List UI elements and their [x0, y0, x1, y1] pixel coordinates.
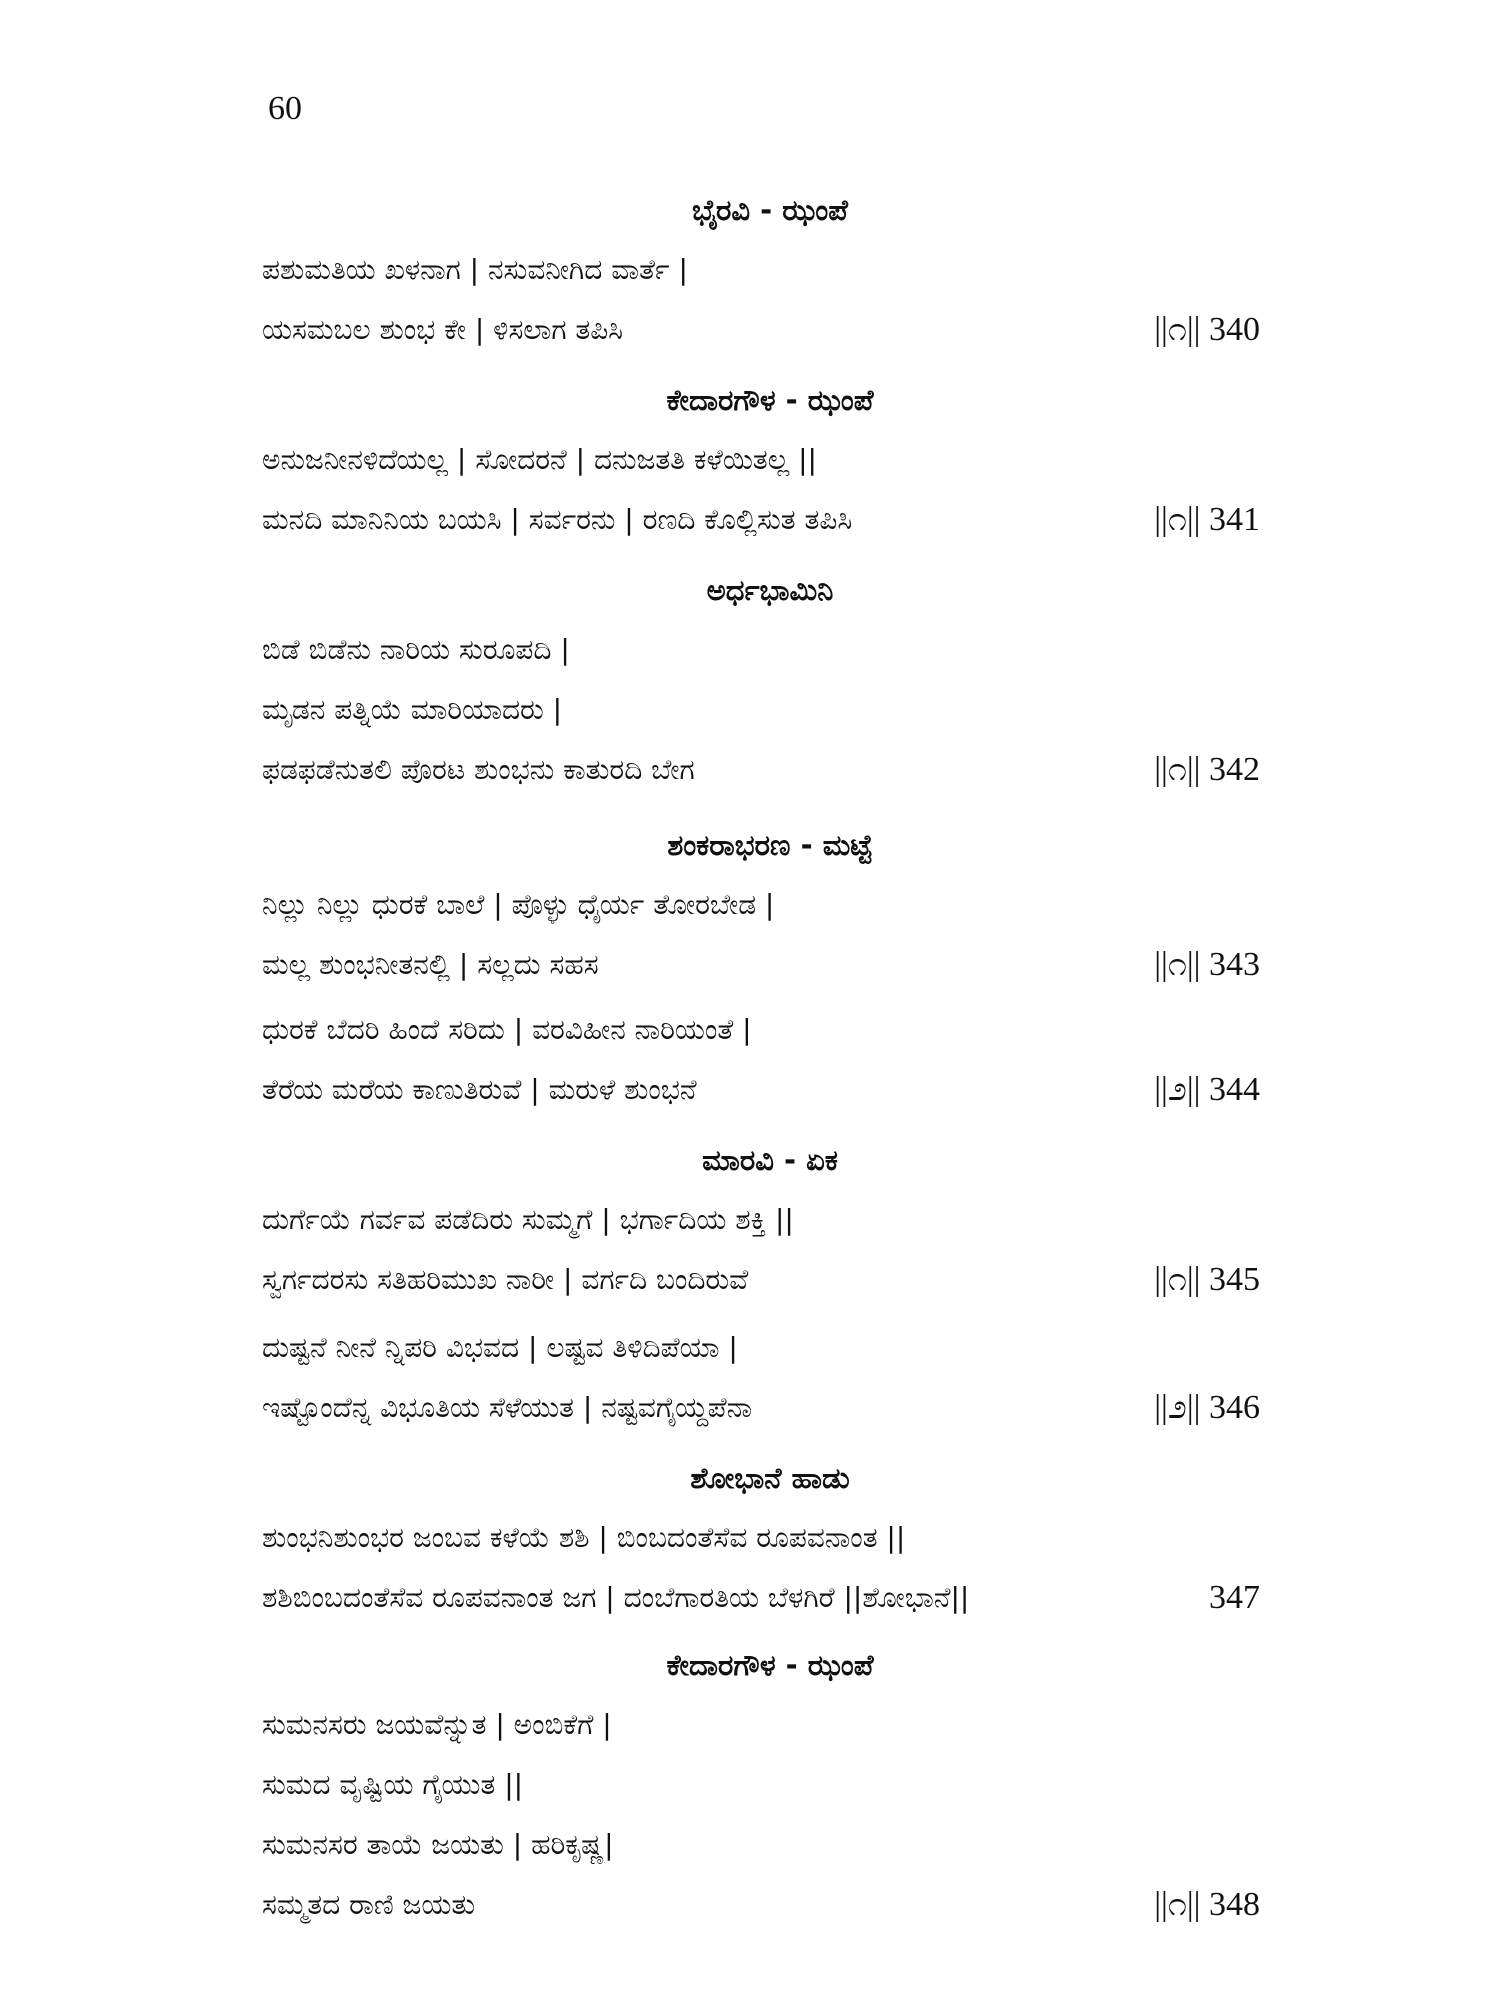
verse-text: ಅನುಜನೀನಳಿದೆಯಲ್ಲ | ಸೋದರನೆ | ದನುಜತತಿ ಕಳೆಯಿತಲ್ಲ || — [262, 443, 817, 476]
verse-line — [0, 430, 1500, 490]
verse-line — [0, 1318, 1500, 1378]
verse-text: ಪಶುಮತಿಯ ಖಳನಾಗ | ನಸುವನೀಗಿದ ವಾರ್ತೆ | — [262, 253, 688, 286]
verse-text: ತೆರೆಯ ಮರೆಯ ಕಾಣುತಿರುವೆ | ಮರುಳೆ ಶುಂಭನೆ — [262, 1073, 697, 1106]
verse-text: ಸುಮದ ವೃಷ್ಟಿಯ ಗೈಯುತ || — [262, 1768, 524, 1801]
verse-line — [0, 1875, 1500, 1935]
section-shankarabharana-continued — [0, 1000, 1500, 1120]
section-heading: ಶೋಭಾನೆ ಹಾಡು — [690, 1461, 850, 1495]
section-shankarabharana — [0, 815, 1500, 995]
section-ardhabhamini — [0, 560, 1500, 800]
verse-line — [0, 1568, 1500, 1628]
verse-text: ಶಶಿಬಿಂಬದಂತೆಸೆವ ರೂಪವನಾಂತ ಜಗ | ದಂಬೆಗಾರತಿಯ ಬೆಳಗಿರೆ ||ಶೋಭಾನೆ|| — [262, 1581, 970, 1614]
section-heading: ಮಾರವಿ - ಏಕ — [702, 1143, 838, 1177]
verse-line — [0, 1695, 1500, 1755]
verse-number: ||೨|| 344 — [1154, 1071, 1260, 1108]
section-kedaragaula-final — [0, 1635, 1500, 1935]
verse-text: ಮನದಿ ಮಾನಿನಿಯ ಬಯಸಿ | ಸರ್ವರನು | ರಣದಿ ಕೊಲ್ಲಿಸುತ ತಪಿಸಿ — [262, 503, 853, 536]
verse-line — [0, 620, 1500, 680]
verse-number: ||೧|| 343 — [1154, 946, 1260, 983]
verse-line — [0, 1250, 1500, 1310]
verse-number: ||೧|| 348 — [1154, 1886, 1260, 1923]
verse-text: ಸುಮನಸರ ತಾಯೆ ಜಯತು | ಹರಿಕೃಷ್ಣ| — [262, 1828, 614, 1861]
verse-number: ||೧|| 342 — [1154, 751, 1260, 788]
section-maravi — [0, 1130, 1500, 1310]
verse-line — [0, 1190, 1500, 1250]
section-heading: ಅರ್ಧಭಾಮಿನಿ — [706, 573, 834, 607]
verse-line — [0, 300, 1500, 360]
verse-text: ಸುಮನಸರು ಜಯವೆನ್ನುತ | ಅಂಬಿಕೆಗೆ | — [262, 1708, 612, 1741]
verse-text: ದುರ್ಗೆಯೆ ಗರ್ವವ ಪಡೆದಿರು ಸುಮ್ಮಗೆ | ಭರ್ಗಾದಿಯ ಶಕ್ತಿ || — [262, 1203, 794, 1236]
verse-text: ಇಷ್ಟೊಂದೆನ್ನ ವಿಭೂತಿಯ ಸೆಳೆಯುತ | ನಷ್ಟವಗೈಯ್ದಪೆನಾ — [262, 1391, 753, 1424]
verse-number: ||೧|| 345 — [1154, 1261, 1260, 1298]
verse-text: ಯಸಮಬಲ ಶುಂಭ ಕೇ | ಳಿಸಲಾಗ ತಪಿಸಿ — [262, 313, 624, 346]
section-maravi-continued — [0, 1318, 1500, 1438]
verse-line — [0, 1060, 1500, 1120]
verse-number: ||೨|| 346 — [1154, 1389, 1260, 1426]
verse-text: ನಿಲ್ಲು ನಿಲ್ಲು ಧುರಕೆ ಬಾಲೆ | ಪೊಳ್ಳು ಧೈರ್ಯ ತೋರಬೇಡ | — [262, 888, 775, 921]
section-heading: ಕೇದಾರಗೌಳ - ಝಂಪೆ — [666, 383, 874, 417]
verse-line — [0, 935, 1500, 995]
verse-text: ಬಿಡೆ ಬಿಡೆನು ನಾರಿಯ ಸುರೂಪದಿ | — [262, 633, 570, 666]
verse-number: ||೧|| 340 — [1154, 311, 1260, 348]
verse-line — [0, 1508, 1500, 1568]
verse-text: ಮೃಡನ ಪತ್ನಿಯೆ ಮಾರಿಯಾದರು | — [262, 693, 563, 726]
verse-text: ಸಮ್ಮತದ ರಾಣಿ ಜಯತು — [262, 1888, 476, 1921]
verse-number: 347 — [1209, 1579, 1260, 1616]
verse-text: ಫಡಫಡೆನುತಲಿ ಪೊರಟ ಶುಂಭನು ಕಾತುರದಿ ಬೇಗ — [262, 753, 695, 786]
verse-line — [0, 490, 1500, 550]
verse-text: ಮಲ್ಲ ಶುಂಭನೀತನಲ್ಲಿ | ಸಲ್ಲದು ಸಹಸ — [262, 948, 599, 981]
section-kedaragaula — [0, 370, 1500, 550]
section-bhairavi — [0, 180, 1500, 360]
verse-line — [0, 1000, 1500, 1060]
verse-text: ಧುರಕೆ ಬೆದರಿ ಹಿಂದೆ ಸರಿದು | ವರವಿಹೀನ ನಾರಿಯಂತೆ | — [262, 1013, 752, 1046]
section-heading: ಕೇದಾರಗೌಳ - ಝಂಪೆ — [666, 1648, 874, 1682]
section-shobhane — [0, 1448, 1500, 1628]
verse-line — [0, 875, 1500, 935]
verse-number: ||೧|| 341 — [1154, 501, 1260, 538]
section-heading: ಶಂಕರಾಭರಣ - ಮಟ್ಟೆ — [667, 828, 873, 862]
verse-text: ದುಷ್ಟನೆ ನೀನೆ ನ್ನಿಪರಿ ವಿಭವದ | ಲಷ್ಟವ ತಿಳಿದಿಪೆಯಾ | — [262, 1331, 738, 1364]
verse-line — [0, 740, 1500, 800]
verse-line — [0, 1815, 1500, 1875]
verse-text: ಶುಂಭನಿಶುಂಭರ ಜಂಬವ ಕಳೆಯೆ ಶಶಿ | ಬಿಂಬದಂತೆಸೆವ ರೂಪವನಾಂತ || — [262, 1521, 906, 1554]
verse-line — [0, 680, 1500, 740]
section-heading: ಭೈರವಿ - ಝಂಪೆ — [692, 193, 848, 227]
verse-line — [0, 240, 1500, 300]
page-number: 60 — [268, 90, 302, 127]
verse-line — [0, 1378, 1500, 1438]
verse-line — [0, 1755, 1500, 1815]
verse-text: ಸ್ವರ್ಗದರಸು ಸತಿಹರಿಮುಖ ನಾರೀ | ವರ್ಗದಿ ಬಂದಿರುವೆ — [262, 1263, 749, 1296]
